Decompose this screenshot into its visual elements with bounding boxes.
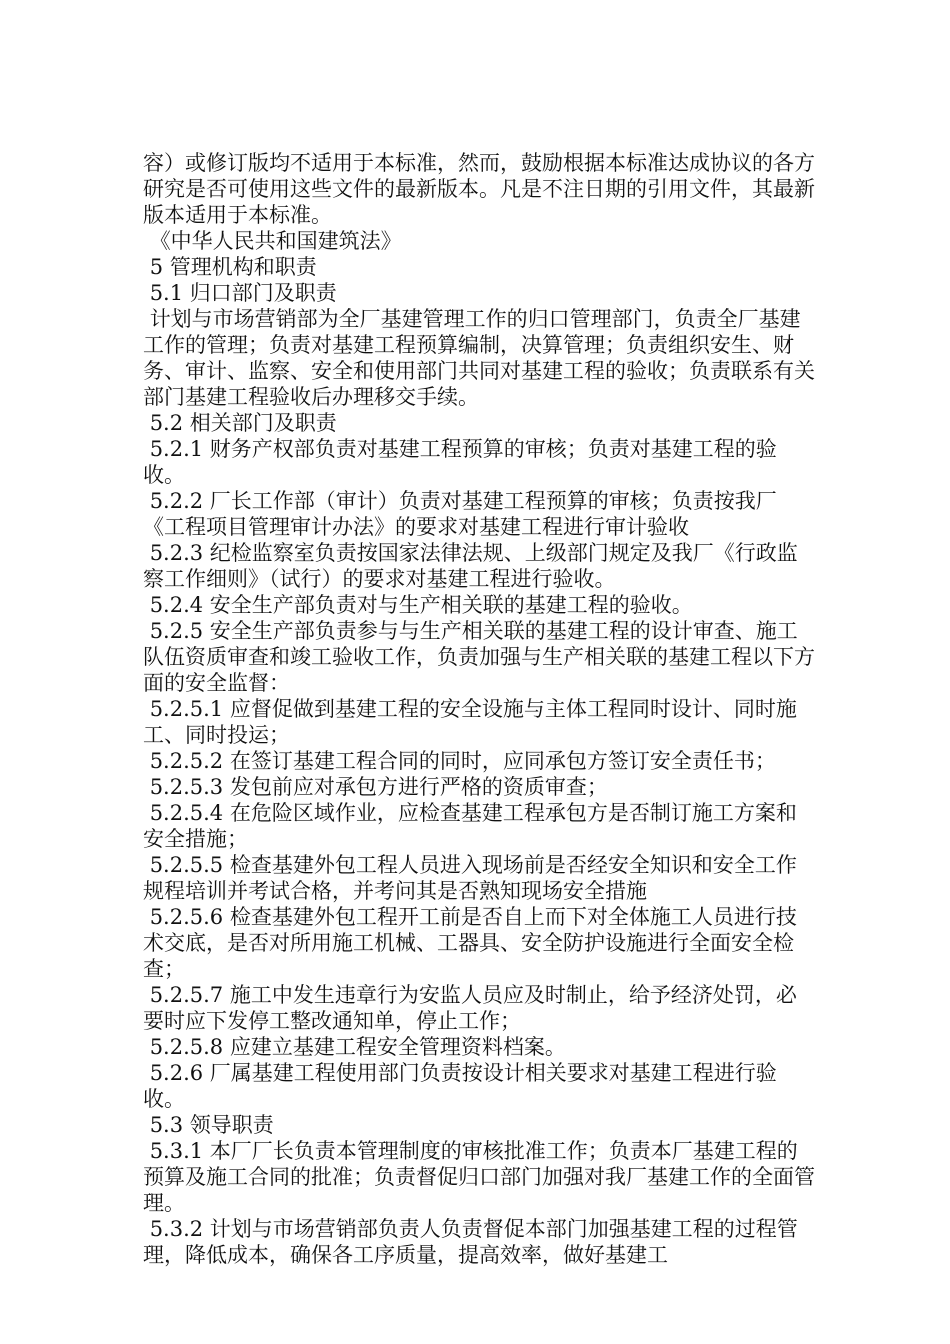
paragraph: 5.2.5.3 发包前应对承包方进行严格的资质审查； <box>143 775 608 799</box>
paragraph: 5.2.5.8 应建立基建工程安全管理资料档案。 <box>143 1035 566 1059</box>
section-heading: 5.2 相关部门及职责 <box>143 411 337 435</box>
paragraph: 5.2.5.6 检查基建外包工程开工前是否自上而下对全体施工人员进行技术交底，是否对所用施工机械、工器具、安全防护设施进行全面安全检查； <box>143 905 797 981</box>
paragraph: 5.2.5.1 应督促做到基建工程的安全设施与主体工程同时设计、同时施工、同时投运； <box>143 697 797 747</box>
paragraph: 容）或修订版均不适用于本标准，然而，鼓励根据本标准达成协议的各方研究是否可使用这些文件的最新版本。凡是不注日期的引用文件，其最新版本适用于本标准。 <box>143 151 815 227</box>
paragraph: 5.2.4 安全生产部负责对与生产相关联的基建工程的验收。 <box>143 593 693 617</box>
paragraph: 5.2.6 厂属基建工程使用部门负责按设计相关要求对基建工程进行验收。 <box>143 1061 777 1111</box>
paragraph: 5.3.2 计划与市场营销部负责人负责督促本部门加强基建工程的过程管理，降低成本，确保各工序质量，提高效率，做好基建工 <box>143 1217 798 1267</box>
paragraph: 5.2.5.5 检查基建外包工程人员进入现场前是否经安全知识和安全工作规程培训并考试合格，并考问其是否熟知现场安全措施 <box>143 853 797 903</box>
paragraph: 5.3.1 本厂厂长负责本管理制度的审核批准工作；负责本厂基建工程的预算及施工合同的批准；负责督促归口部门加强对我厂基建工作的全面管理。 <box>143 1139 815 1215</box>
section-heading: 5.1 归口部门及职责 <box>143 281 337 305</box>
paragraph: 5.2.5 安全生产部负责参与与生产相关联的基建工程的设计审查、施工队伍资质审查和竣工验收工作，负责加强与生产相关联的基建工程以下方面的安全监督： <box>143 619 815 695</box>
paragraph: 《中华人民共和国建筑法》 <box>143 229 402 253</box>
paragraph: 计划与市场营销部为全厂基建管理工作的归口管理部门，负责全厂基建工作的管理；负责对基建工程预算编制，决算管理；负责组织安生、财务、审计、监察、安全和使用部门共同对基建工程的验收；负责联系有关部门基建工程验收后办理移交手续。 <box>143 307 815 409</box>
paragraph: 5.2.5.7 施工中发生违章行为安监人员应及时制止，给予经济处罚，必要时应下发停工整改通知单，停止工作； <box>143 983 797 1033</box>
paragraph: 5.2.5.4 在危险区域作业，应检查基建工程承包方是否制订施工方案和安全措施； <box>143 801 797 851</box>
paragraph: 5.2.5.2 在签订基建工程合同的同时，应同承包方签订安全责任书； <box>143 749 776 773</box>
paragraph: 5.2.1 财务产权部负责对基建工程预算的审核；负责对基建工程的验收。 <box>143 437 777 487</box>
paragraph: 5.2.2 厂长工作部（审计）负责对基建工程预算的审核；负责按我厂《工程项目管理审计办法》的要求对基建工程进行审计验收 <box>143 489 777 539</box>
section-heading: 5 管理机构和职责 <box>143 255 317 279</box>
paragraph: 5.2.3 纪检监察室负责按国家法律法规、上级部门规定及我厂《行政监察工作细则》（试行）的要求对基建工程进行验收。 <box>143 541 798 591</box>
document-body <box>143 150 815 1268</box>
section-heading: 5.3 领导职责 <box>143 1113 274 1137</box>
